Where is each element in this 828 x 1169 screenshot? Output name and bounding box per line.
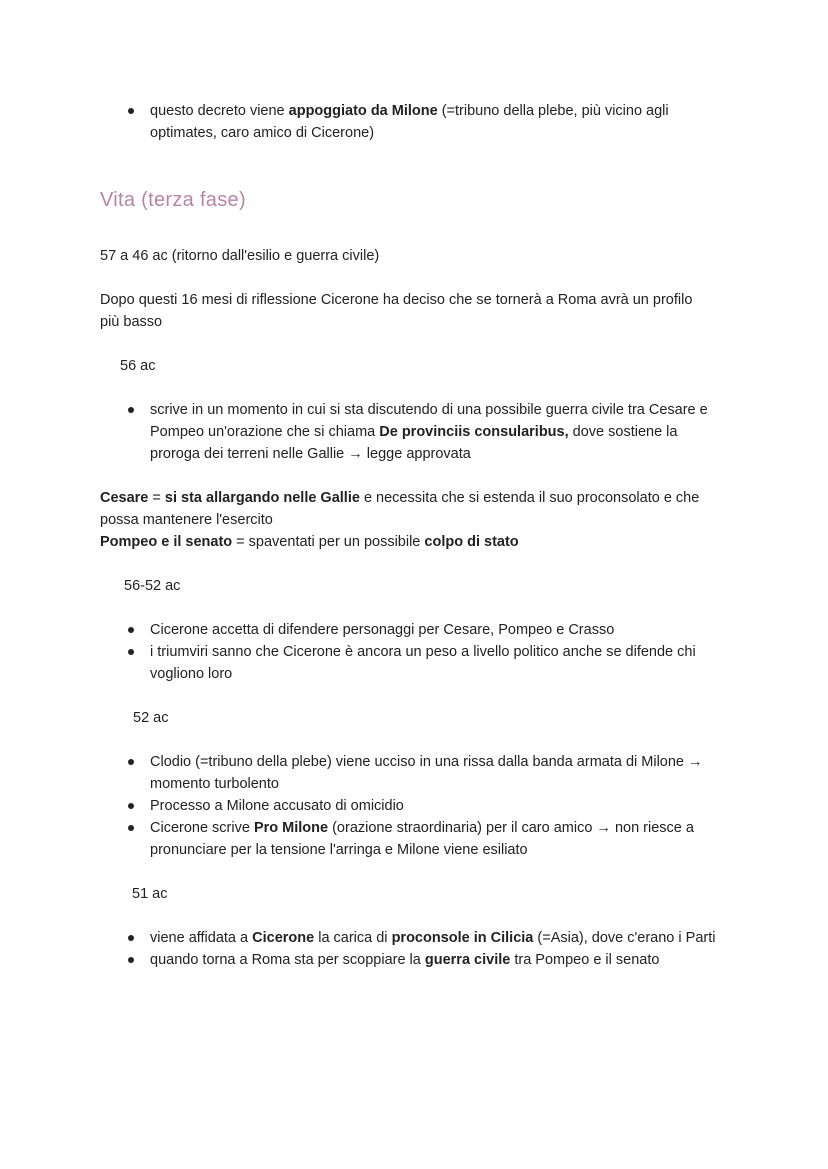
bold-text: Cesare (100, 490, 149, 506)
list-item: Clodio (=tribuno della plebe) viene ucciso in una rissa dalla banda armata di Milone → momento turbolento (126, 751, 726, 795)
bold-text: Cicerone (252, 930, 315, 946)
period-text: 57 a 46 ac (ritorno dall'esilio e guerra civile) (100, 248, 380, 264)
bold-text: guerra civile (424, 952, 511, 968)
text-run: dove sostiene la proroga dei terreni nelle Gallie → legge approvata (150, 424, 678, 462)
list-item: Processo a Milone accusato di omicidio (126, 795, 726, 817)
list-item: Cicerone accetta di difendere personaggi per Cesare, Pompeo e Crasso (126, 619, 726, 641)
text-run: (=Asia), dove c'erano i Parti (533, 930, 716, 946)
section-heading: Vita (terza fase) (100, 189, 246, 211)
list-51 (126, 927, 726, 971)
text-run: (=tribuno della plebe, più vicino agli optimates, caro amico di Cicerone) (150, 103, 669, 141)
cesare-paragraph (100, 487, 725, 531)
list-item: i triumviri sanno che Cicerone è ancora un peso a livello politico anche se difende chi vogliono loro (126, 641, 726, 685)
text-run: quando torna a Roma sta per scoppiare la (150, 952, 425, 968)
list-item (126, 399, 718, 465)
text-run: = spaventati per un possibile (232, 534, 425, 550)
text-run: tra Pompeo e il senato (510, 952, 660, 968)
text-run: viene affidata a (150, 930, 253, 946)
intro-paragraph: Dopo questi 16 mesi di riflessione Cicerone ha deciso che se tornerà a Roma avrà un profilo più basso (100, 292, 693, 330)
year-label-52: 52 ac (133, 710, 169, 726)
text-run: = (148, 490, 165, 506)
year-label-56: 56 ac (120, 358, 156, 374)
list-52 (126, 751, 726, 861)
text-run: scrive in un momento in cui si sta discutendo di una possibile guerra civile tra Cesare e Pompeo un'orazione che si chiama (150, 402, 708, 440)
bold-text: De provinciis consularibus, (379, 424, 569, 440)
text-run: Cicerone scrive (150, 820, 254, 836)
list-item (126, 817, 726, 861)
text-run: la carica di (314, 930, 392, 946)
year-label-51: 51 ac (132, 886, 168, 902)
pompeo-paragraph (100, 531, 725, 553)
list-56 (126, 399, 718, 465)
bold-text: proconsole in Cilicia (391, 930, 534, 946)
bold-text: appoggiato da Milone (288, 103, 438, 119)
bold-text: si sta allargando nelle Gallie (164, 490, 360, 506)
bold-text: Pompeo e il senato (100, 534, 233, 550)
bold-text: Pro Milone (253, 820, 329, 836)
text-run: e necessita che si estenda il suo proconsolato e che possa mantenere l'esercito (100, 490, 700, 528)
list-item (126, 100, 726, 144)
list-item (126, 949, 726, 971)
text-run: (orazione straordinaria) per il caro amico → non riesce a pronunciare per la tensione l'arringa e Milone viene esiliato (150, 820, 694, 858)
list-56-52 (126, 619, 726, 685)
year-label-56-52: 56-52 ac (124, 578, 181, 594)
bold-text: colpo di stato (424, 534, 519, 550)
list-item (126, 927, 726, 949)
intro-bullet-list (126, 100, 726, 144)
text-run: questo decreto viene (150, 103, 289, 119)
